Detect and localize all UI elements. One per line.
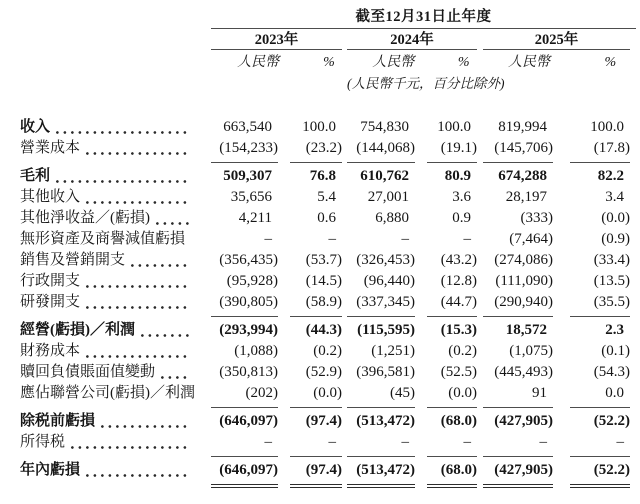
dot-leader — [86, 200, 191, 205]
value-cell-2025-rmb: (290,940) — [483, 292, 553, 317]
value-cell-2024-pct: (19.1) — [427, 138, 477, 163]
table-row — [20, 432, 640, 457]
year-header-2023: 2023年 — [211, 30, 342, 50]
value-cell-2024-pct: – — [463, 231, 471, 247]
value-cell-2023-rmb: (646,097) — [211, 460, 278, 488]
value-cell-2025-pct: 82.2 — [597, 168, 624, 184]
value-cell-2024-pct: (52.5) — [440, 364, 477, 380]
value-cell-2025-pct: (33.4) — [593, 252, 630, 268]
table-row — [20, 187, 640, 208]
row-label — [20, 383, 195, 404]
row-label — [20, 117, 195, 138]
table-row — [20, 341, 640, 362]
row-label-text: 經營(虧損)／利潤 — [20, 322, 135, 338]
row-label-text: 毛利 — [20, 168, 51, 184]
value-cell-2023-rmb: (390,805) — [211, 292, 278, 317]
value-cell-2023-pct: – — [290, 432, 342, 457]
value-cell-2025-pct: (0.0) — [601, 210, 630, 226]
value-cell-2025-rmb: (274,086) — [494, 252, 553, 268]
value-cell-2023-rmb: (293,994) — [219, 322, 278, 338]
table-row — [20, 271, 640, 292]
table-row — [20, 460, 640, 487]
value-cell-2023-rmb: (95,928) — [226, 273, 278, 289]
value-cell-2025-rmb: (145,706) — [483, 138, 553, 163]
row-label-text: 所得税 — [20, 434, 66, 450]
row-label-text: 收入 — [20, 119, 51, 135]
value-cell-2023-rmb: (356,435) — [219, 252, 278, 268]
dot-leader — [86, 284, 191, 289]
value-cell-2025-rmb: (333) — [520, 210, 553, 226]
table-row — [20, 229, 640, 250]
value-cell-2025-rmb: (1,075) — [509, 343, 553, 359]
value-cell-2024-rmb: – — [401, 231, 409, 247]
row-label — [20, 208, 195, 229]
value-cell-2023-pct: (97.4) — [305, 413, 342, 429]
row-label — [20, 271, 195, 292]
table-row — [20, 292, 640, 317]
table-row — [20, 362, 640, 383]
value-cell-2023-rmb: 509,307 — [223, 168, 272, 184]
value-cell-2023-rmb: 4,211 — [238, 210, 272, 226]
dot-leader — [86, 151, 191, 156]
currency-header-2024: 人民幣 — [372, 55, 415, 70]
value-cell-2024-rmb: – — [347, 432, 415, 457]
value-cell-2023-rmb: 663,540 — [223, 119, 272, 135]
table-row — [20, 117, 640, 138]
row-label-text: 其他收入 — [20, 189, 81, 205]
value-cell-2025-rmb: 819,994 — [498, 119, 547, 135]
value-cell-2025-rmb: (111,090) — [495, 273, 553, 289]
value-cell-2024-rmb: (513,472) — [347, 460, 415, 488]
row-label — [20, 292, 195, 313]
value-cell-2024-rmb: 6,880 — [375, 210, 409, 226]
value-cell-2024-pct: (12.8) — [440, 273, 477, 289]
table-row — [20, 411, 640, 432]
percent-header-2023: % — [323, 55, 335, 70]
value-cell-2025-pct: – — [570, 432, 630, 457]
value-cell-2025-pct: 2.3 — [605, 322, 624, 338]
value-cell-2025-rmb: 28,197 — [505, 189, 547, 205]
value-cell-2024-rmb: (513,472) — [356, 413, 415, 429]
value-cell-2024-rmb: (45) — [347, 383, 415, 408]
value-cell-2023-pct: (44.3) — [305, 322, 342, 338]
value-cell-2024-pct: 80.9 — [444, 168, 471, 184]
row-label-text: 應佔聯營公司(虧損)／利潤 — [20, 385, 195, 401]
value-cell-2023-pct: 76.8 — [309, 168, 336, 184]
row-label-text: 其他淨收益／(虧損) — [20, 210, 150, 226]
row-label — [20, 411, 195, 432]
period-header: 截至12月31日止年度 — [355, 9, 492, 25]
year-header-2025: 2025年 — [483, 30, 630, 50]
header-rule — [211, 28, 636, 29]
row-label-text: 財務成本 — [20, 343, 81, 359]
row-label — [20, 229, 195, 250]
row-label-text: 贖回負債賬面值變動 — [20, 364, 156, 380]
value-cell-2024-pct: 3.6 — [452, 189, 471, 205]
table-row — [20, 383, 640, 408]
label-column-spacer — [20, 54, 209, 71]
value-cell-2024-pct: (0.2) — [448, 343, 477, 359]
value-cell-2025-rmb: (427,905) — [494, 413, 553, 429]
row-label — [20, 341, 195, 362]
dot-leader — [86, 354, 191, 359]
units-note: (人民幣千元，百分比除外) — [347, 76, 505, 91]
value-cell-2024-rmb: (1,251) — [371, 343, 415, 359]
value-cell-2024-rmb: (326,453) — [356, 252, 415, 268]
row-label — [20, 250, 195, 271]
value-cell-2023-rmb: (646,097) — [219, 413, 278, 429]
value-cell-2025-pct: (0.9) — [601, 231, 630, 247]
value-cell-2024-pct: (15.3) — [440, 322, 477, 338]
table-row — [20, 138, 640, 163]
value-cell-2023-pct: (0.2) — [313, 343, 342, 359]
value-cell-2023-rmb: – — [264, 231, 272, 247]
value-cell-2024-pct: – — [427, 432, 477, 457]
year-header-row — [20, 30, 640, 50]
value-cell-2024-rmb: 27,001 — [367, 189, 409, 205]
row-label — [20, 320, 195, 341]
dot-leader — [101, 424, 191, 429]
value-cell-2024-rmb: (115,595) — [357, 322, 415, 338]
value-cell-2023-rmb: (202) — [211, 383, 278, 408]
row-label-text: 無形資產及商譽減值虧損 — [20, 231, 186, 247]
value-cell-2024-pct: (68.0) — [440, 413, 477, 429]
value-cell-2023-rmb: (350,813) — [219, 364, 278, 380]
column-subheader-row — [20, 54, 640, 71]
row-label — [20, 460, 195, 481]
row-label-text: 銷售及營銷開支 — [20, 252, 126, 268]
value-cell-2023-pct: (53.7) — [305, 252, 342, 268]
value-cell-2023-pct: (14.5) — [305, 273, 342, 289]
dot-leader — [131, 263, 191, 268]
currency-header-2023: 人民幣 — [237, 55, 280, 70]
value-cell-2024-pct: (44.7) — [427, 292, 477, 317]
value-cell-2025-pct: (52.2) — [570, 460, 630, 488]
value-cell-2023-pct: (23.2) — [290, 138, 342, 163]
row-label-text: 年內虧損 — [20, 462, 81, 478]
percent-header-2025: % — [604, 55, 617, 70]
value-cell-2025-rmb: (427,905) — [483, 460, 553, 488]
row-label-text: 研發開支 — [20, 294, 81, 310]
dot-leader — [161, 375, 191, 380]
value-cell-2023-rmb: (1,088) — [234, 343, 278, 359]
row-label — [20, 187, 195, 208]
dot-leader — [141, 333, 191, 338]
table-row — [20, 250, 640, 271]
row-label — [20, 432, 195, 453]
value-cell-2024-pct: (0.0) — [427, 383, 477, 408]
currency-header-2025: 人民幣 — [508, 55, 551, 70]
value-cell-2024-rmb: (96,440) — [363, 273, 415, 289]
value-cell-2025-pct: 100.0 — [590, 119, 624, 135]
value-cell-2025-pct: (35.5) — [570, 292, 630, 317]
value-cell-2024-rmb: 610,762 — [360, 168, 409, 184]
value-cell-2023-pct: (58.9) — [290, 292, 342, 317]
value-cell-2024-pct: 0.9 — [452, 210, 471, 226]
value-cell-2023-rmb: (154,233) — [211, 138, 278, 163]
row-label-text: 除税前虧損 — [20, 413, 96, 429]
dot-leader — [56, 130, 191, 135]
table-body — [20, 117, 640, 487]
value-cell-2023-rmb: 35,656 — [230, 189, 272, 205]
value-cell-2025-pct: (54.3) — [593, 364, 630, 380]
value-cell-2024-pct: (43.2) — [440, 252, 477, 268]
value-cell-2023-pct: 0.6 — [317, 210, 336, 226]
value-cell-2025-rmb: (445,493) — [494, 364, 553, 380]
value-cell-2023-pct: 100.0 — [302, 119, 336, 135]
value-cell-2025-pct: (52.2) — [593, 413, 630, 429]
value-cell-2023-rmb: – — [211, 432, 278, 457]
value-cell-2025-pct: (13.5) — [593, 273, 630, 289]
value-cell-2025-rmb: (7,464) — [509, 231, 553, 247]
value-cell-2024-rmb: 754,830 — [360, 119, 409, 135]
value-cell-2023-pct: (0.0) — [290, 383, 342, 408]
percent-header-2024: % — [457, 55, 470, 70]
dot-leader — [86, 473, 191, 478]
value-cell-2025-pct: (17.8) — [570, 138, 630, 163]
value-cell-2025-rmb: 674,288 — [498, 168, 547, 184]
value-cell-2025-pct: 3.4 — [605, 189, 624, 205]
row-label — [20, 138, 195, 159]
value-cell-2024-pct: (68.0) — [427, 460, 477, 488]
value-cell-2023-pct: 5.4 — [317, 189, 336, 205]
value-cell-2024-rmb: (144,068) — [347, 138, 415, 163]
row-label — [20, 362, 195, 383]
row-label-text: 營業成本 — [20, 140, 81, 156]
value-cell-2023-pct: (97.4) — [290, 460, 342, 488]
dot-leader — [56, 179, 191, 184]
label-column-spacer — [20, 30, 211, 50]
value-cell-2024-rmb: (337,345) — [347, 292, 415, 317]
row-label — [20, 166, 195, 187]
row-label-text: 行政開支 — [20, 273, 81, 289]
table-row — [20, 208, 640, 229]
value-cell-2023-pct: (52.9) — [305, 364, 342, 380]
dot-leader — [86, 305, 191, 310]
value-cell-2024-rmb: (396,581) — [356, 364, 415, 380]
value-cell-2025-rmb: 91 — [483, 383, 553, 408]
table-row — [20, 166, 640, 187]
table-row — [20, 320, 640, 341]
value-cell-2025-pct: 0.0 — [570, 383, 630, 408]
value-cell-2025-rmb: 18,572 — [505, 322, 547, 338]
value-cell-2025-rmb: – — [483, 432, 553, 457]
value-cell-2023-pct: – — [328, 231, 336, 247]
dot-leader — [71, 445, 191, 450]
value-cell-2025-pct: (0.1) — [601, 343, 630, 359]
value-cell-2024-pct: 100.0 — [437, 119, 471, 135]
year-header-2024: 2024年 — [347, 30, 477, 50]
dot-leader — [156, 221, 191, 226]
